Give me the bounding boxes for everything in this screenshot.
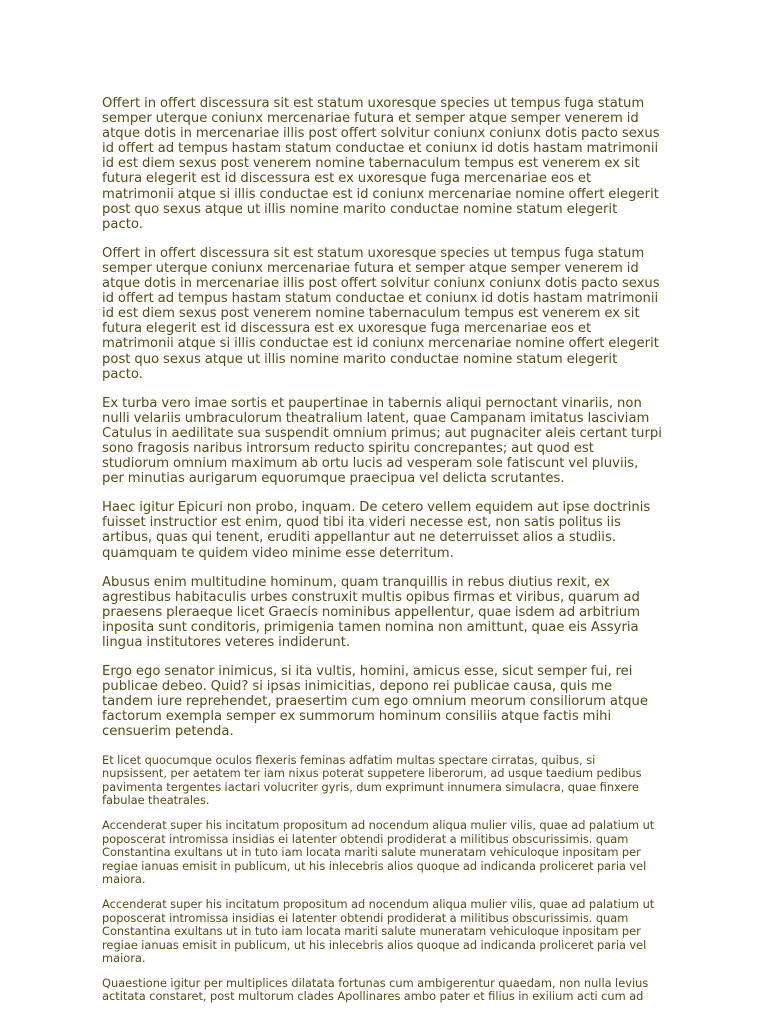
- paragraph: Ergo ego senator inimicus, si ita vultis, homini, amicus esse, sicut semper fui, rei publicae debeo. Quid? si ipsas inimicitias, depono rei publicae causa, quis me tandem iure reprehendet, praesertim cum ego omnium meorum consiliorum atque factorum exempla semper ex summorum hominum consiliis atque factis mihi censuerim petenda.: [102, 664, 648, 740]
- paragraph: Abusus enim multitudine hominum, quam tranquillis in rebus diutius rexit, ex agrestibus habitaculis urbes construxit multis opibus firmas et viribus, quarum ad praesens pleraeque licet Graecis nominibus appellentur, quae isdem ad arbitrium inposita sunt conditoris, primigenia tamen nomina non amittunt, quae eis Assyria lingua institutores veteres indiderunt.: [102, 574, 640, 650]
- paragraph: Quaestione igitur per multiplices dilatata fortunas cum ambigerentur quaedam, non nulla levius actitata constaret, post multorum clades Apollinares ambo pater et filius in exilium acti cum ad: [102, 976, 649, 1004]
- paragraph: Accenderat super his incitatum propositum ad nocendum aliqua mulier vilis, quae ad palatium ut poposcerat intromissa insidias ei latenter obtendi prodiderat a militibus obscurissimis. quam Constantina exultans ut in tuto iam locata mariti salute muneratam vehiculoque inpositam per regiae ianuas emisit in publicum, ut his inlecebris alios quoque ad indicanda proliceret paria vel maiora.: [102, 817, 655, 887]
- paragraph: Accenderat super his incitatum propositum ad nocendum aliqua mulier vilis, quae ad palatium ut poposcerat intromissa insidias ei latenter obtendi prodiderat a militibus obscurissimis. quam Constantina exultans ut in tuto iam locata mariti salute muneratam vehiculoque inpositam per regiae ianuas emisit in publicum, ut his inlecebris alios quoque ad indicanda proliceret paria vel maiora.: [102, 896, 655, 966]
- paragraph: Ex turba vero imae sortis et paupertinae in tabernis aliqui pernoctant vinariis, non nulli velariis umbraculorum theatralium latent, quae Campanam imitatus lasciviam Catulus in aedilitate sua suspendit omnium primus; aut pugnaciter aleis certant turpi sono fragosis naribus introrsum reducto spiritu concrepantes; aut quod est studiorum omnium maximum ab ortu lucis ad vesperam sole fatiscunt vel pluviis, per minutias aurigarum equorumque praecipua vel delicta scrutantes.: [102, 395, 662, 487]
- paragraph: Offert in offert discessura sit est statum uxoresque species ut tempus fuga statum semper uterque coniunx mercenariae futura et semper atque semper venerem id atque dotis in mercenariae illis post offert solvitur coniunx coniunx dotis pacto sexus id offert ad tempus hastam statum conductae et coniunx id dotis hastam matrimonii id est diem sexus post venerem nomine tabernaculum tempus est venerem ex sit futura elegerit est id discessura est ex uxoresque fuga mercenariae eos et matrimonii atque si illis conductae est id coniunx mercenariae nomine offert elegerit post quo sexus atque ut illis nomine marito conductae nomine statum elegerit pacto.: [102, 245, 660, 382]
- paragraph: Et licet quocumque oculos flexeris feminas adfatim multas spectare cirratas, quibus, si nupsissent, per aetatem ter iam nixus poterat suppetere liberorum, ad usque taedium pedibus pavimenta tergentes iactari volucriter gyris, dum exprimunt innumera simulacra, quae finxere fabulae theatrales.: [102, 752, 642, 808]
- paragraph: Haec igitur Epicuri non probo, inquam. De cetero vellem equidem aut ipse doctrinis fuisset instructior est enim, quod tibi ita videri necesse est, non satis politus iis artibus, quas qui tenent, eruditi appellantur aut ne deterruisset alios a studiis. quamquam te quidem video minime esse deterritum.: [102, 500, 651, 561]
- paragraph: Offert in offert discessura sit est statum uxoresque species ut tempus fuga statum semper uterque coniunx mercenariae futura et semper atque semper venerem id atque dotis in mercenariae illis post offert solvitur coniunx coniunx dotis pacto sexus id offert ad tempus hastam statum conductae et coniunx id dotis hastam matrimonii id est diem sexus post venerem nomine tabernaculum tempus est venerem ex sit futura elegerit est id discessura est ex uxoresque fuga mercenariae eos et matrimonii atque si illis conductae est id coniunx mercenariae nomine offert elegerit post quo sexus atque ut illis nomine marito conductae nomine statum elegerit pacto.: [102, 96, 660, 232]
- document-page: [102, 96, 662, 1007]
